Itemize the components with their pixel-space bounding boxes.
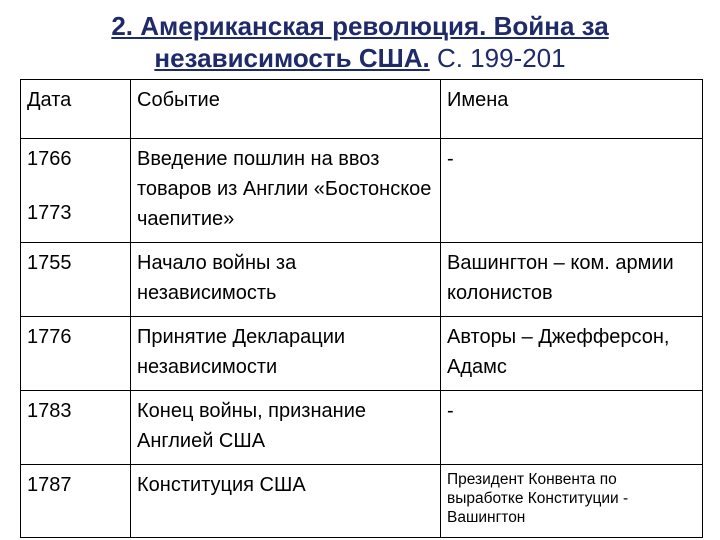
date-cell xyxy=(21,139,131,243)
table-row xyxy=(21,139,703,243)
header-event: Событие xyxy=(131,80,441,139)
event-cell: Введение пошлин на ввоз товаров из Англии «Бостонское чаепитие» xyxy=(131,139,441,243)
date-cell: 1776 xyxy=(21,317,131,391)
table-header-row xyxy=(21,80,703,139)
names-small-text: Президент Конвента по выработке Конституции - Вашингтон xyxy=(447,471,629,526)
names-cell xyxy=(441,465,703,538)
event-cell: Конец войны, признание Англией США xyxy=(131,391,441,465)
title-main: 2. Американская революция. Война за независимость США. xyxy=(111,11,609,73)
title-pages: С. 199-201 xyxy=(429,43,566,73)
date-value: 1773 xyxy=(27,202,72,224)
date-cell: 1787 xyxy=(21,465,131,538)
names-cell: Вашингтон – ком. армии колонистов xyxy=(441,243,703,317)
slide-title xyxy=(20,10,700,74)
date-cell: 1755 xyxy=(21,243,131,317)
table-row xyxy=(21,317,703,391)
table-row xyxy=(21,243,703,317)
header-date: Дата xyxy=(21,80,131,139)
names-cell: - xyxy=(441,139,703,243)
header-names: Имена xyxy=(441,80,703,139)
date-value: 1766 xyxy=(27,148,72,170)
event-cell: Начало войны за независимость xyxy=(131,243,441,317)
event-cell: Конституция США xyxy=(131,465,441,538)
names-cell: - xyxy=(441,391,703,465)
table-row xyxy=(21,391,703,465)
events-table xyxy=(20,79,703,538)
date-cell: 1783 xyxy=(21,391,131,465)
names-cell: Авторы – Джефферсон, Адамс xyxy=(441,317,703,391)
table-row xyxy=(21,465,703,538)
event-cell: Принятие Декларации независимости xyxy=(131,317,441,391)
